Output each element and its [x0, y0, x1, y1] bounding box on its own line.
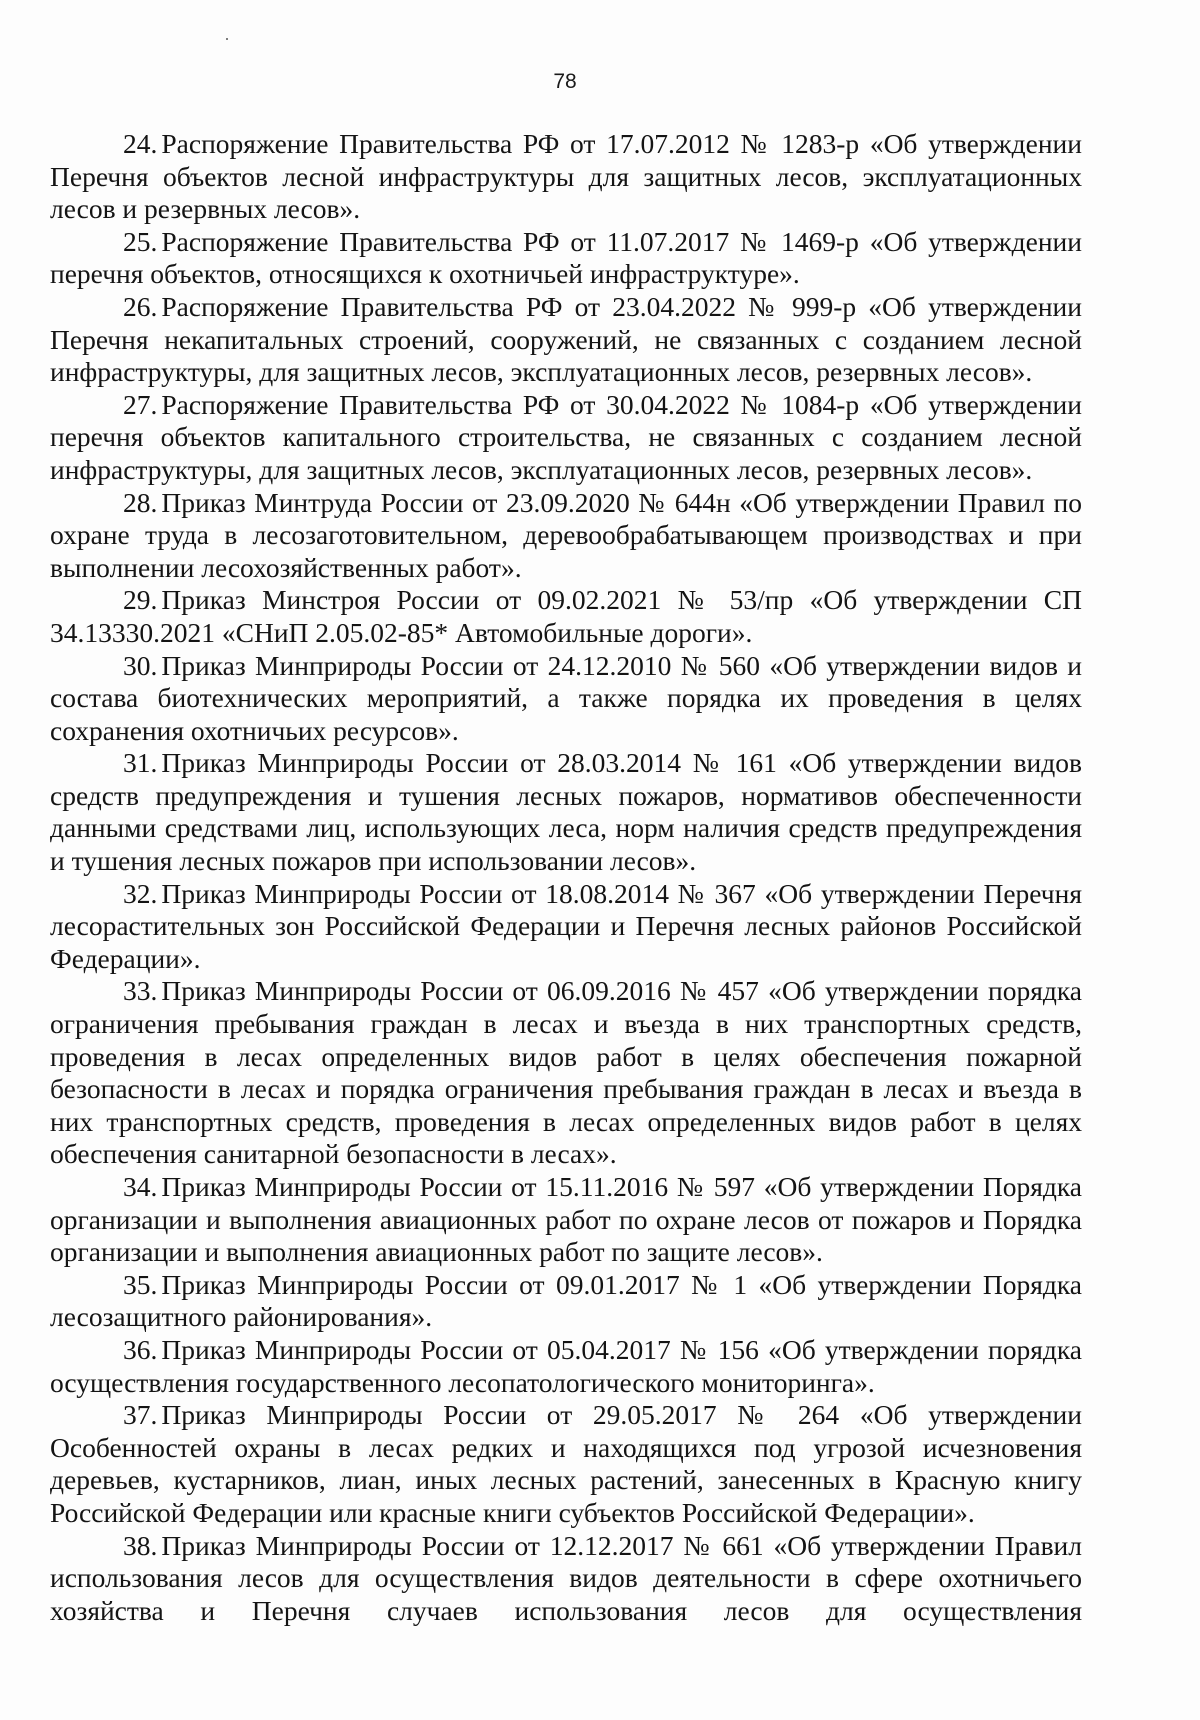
page-number: 78: [553, 70, 577, 93]
list-item: [50, 1530, 1082, 1628]
item-text: Распоряжение Правительства РФ от 11.07.2017 № 1469-р «Об утверждении перечня объектов, относящихся к охотничьей инфраструктуре».: [50, 225, 1082, 290]
item-text: Приказ Минприроды России от 05.04.2017 № 156 «Об утверждении порядка осуществления государственного лесопатологического мониторинга».: [50, 1333, 1082, 1398]
scan-speck: [226, 38, 228, 40]
list-item: [50, 584, 1082, 649]
item-text: Распоряжение Правительства РФ от 23.04.2022 № 999-р «Об утверждении Перечня некапитальных строений, сооружений, не связанных с созданием лесной инфраструктуры, для защитных лесов, эксплуатационных лесов, резервных лесов».: [50, 290, 1082, 388]
item-number: 29.: [123, 584, 158, 616]
list-item: [50, 128, 1082, 226]
item-number: 25.: [123, 225, 158, 257]
list-item: [50, 1269, 1082, 1334]
item-number: 30.: [123, 649, 158, 681]
item-text: Приказ Минтруда России от 23.09.2020 № 644н «Об утверждении Правил по охране труда в лесозаготовительном, деревообрабатывающем производствах и при выполнении лесохозяйственных работ».: [50, 486, 1082, 583]
item-number: 32.: [123, 877, 158, 909]
list-item: [50, 1171, 1082, 1269]
item-number: 35.: [123, 1268, 158, 1300]
list-item: [50, 650, 1082, 748]
item-text: Распоряжение Правительства РФ от 17.07.2012 № 1283-р «Об утверждении Перечня объектов лесной инфраструктуры для защитных лесов, эксплуатационных лесов и резервных лесов».: [50, 128, 1082, 225]
list-item: [50, 389, 1082, 487]
item-number: 31.: [123, 747, 158, 779]
list-item: [50, 1334, 1082, 1399]
list-item: [50, 487, 1082, 585]
item-text: Приказ Минприроды России от 29.05.2017 № 264 «Об утверждении Особенностей охраны в лесах редких и находящихся под угрозой исчезновения деревьев, кустарников, лиан, иных лесных растений, занесенных в Красную книгу Российской Федерации или красные книги субъектов Российской Федерации».: [50, 1399, 1082, 1528]
list-item: [50, 291, 1082, 389]
list-item: [50, 747, 1082, 877]
item-text: Приказ Минприроды России от 24.12.2010 № 560 «Об утверждении видов и состава биотехнических мероприятий, а также порядка их проведения в целях сохранения охотничьих ресурсов».: [50, 649, 1082, 746]
item-text: Приказ Минприроды России от 18.08.2014 № 367 «Об утверждении Перечня лесорастительных зон Российской Федерации и Перечня лесных районов Российской Федерации».: [50, 877, 1082, 974]
item-text: Приказ Минстроя России от 09.02.2021 № 53/пр «Об утверждении СП 34.13330.2021 «СНиП 2.05.02-85* Автомобильные дороги».: [50, 584, 1082, 648]
item-number: 37.: [123, 1399, 158, 1431]
list-item: [50, 878, 1082, 976]
item-number: 28.: [123, 486, 158, 518]
item-number: 24.: [123, 128, 158, 159]
item-text: Приказ Минприроды России от 15.11.2016 № 597 «Об утверждении Порядка организации и выполнения авиационных работ по охране лесов от пожаров и Порядка организации и выполнения авиационных работ по защите лесов».: [50, 1171, 1082, 1268]
list-item: [50, 226, 1082, 291]
item-text: Приказ Минприроды России от 28.03.2014 № 161 «Об утверждении видов средств предупреждения и тушения лесных пожаров, нормативов обеспеченности данными средствами лиц, использующих леса, норм наличия средств предупреждения и тушения лесных пожаров при использовании лесов».: [50, 747, 1082, 877]
item-number: 26.: [123, 290, 158, 322]
item-text: Приказ Минприроды России от 09.01.2017 № 1 «Об утверждении Порядка лесозащитного районирования».: [50, 1268, 1082, 1333]
reference-list: [50, 128, 1082, 1627]
item-number: 36.: [123, 1333, 158, 1365]
item-number: 34.: [123, 1171, 158, 1202]
list-item: [50, 975, 1082, 1171]
item-text: Приказ Минприроды России от 06.09.2016 № 457 «Об утверждении порядка ограничения пребывания граждан в лесах и въезда в них транспортных средств, проведения в лесах определенных видов работ в целях обеспечения пожарной безопасности в лесах и порядка ограничения пребывания граждан в лесах и въезда в них транспортных средств, проведения в лесах определенных видов работ в целях обеспечения санитарной безопасности в лесах».: [50, 975, 1082, 1170]
item-number: 38.: [123, 1529, 158, 1561]
list-item: [50, 1399, 1082, 1529]
item-text: Приказ Минприроды России от 12.12.2017 № 661 «Об утверждении Правил использования лесов для осуществления видов деятельности в сфере охотничьего хозяйства и Перечня случаев использования лесов для осуществления: [50, 1529, 1082, 1626]
item-number: 27.: [123, 388, 158, 420]
item-number: 33.: [123, 975, 158, 1007]
item-text: Распоряжение Правительства РФ от 30.04.2022 № 1084-р «Об утверждении перечня объектов капитального строительства, не связанных с созданием лесной инфраструктуры, для защитных лесов, эксплуатационных лесов, резервных лесов».: [50, 388, 1082, 485]
